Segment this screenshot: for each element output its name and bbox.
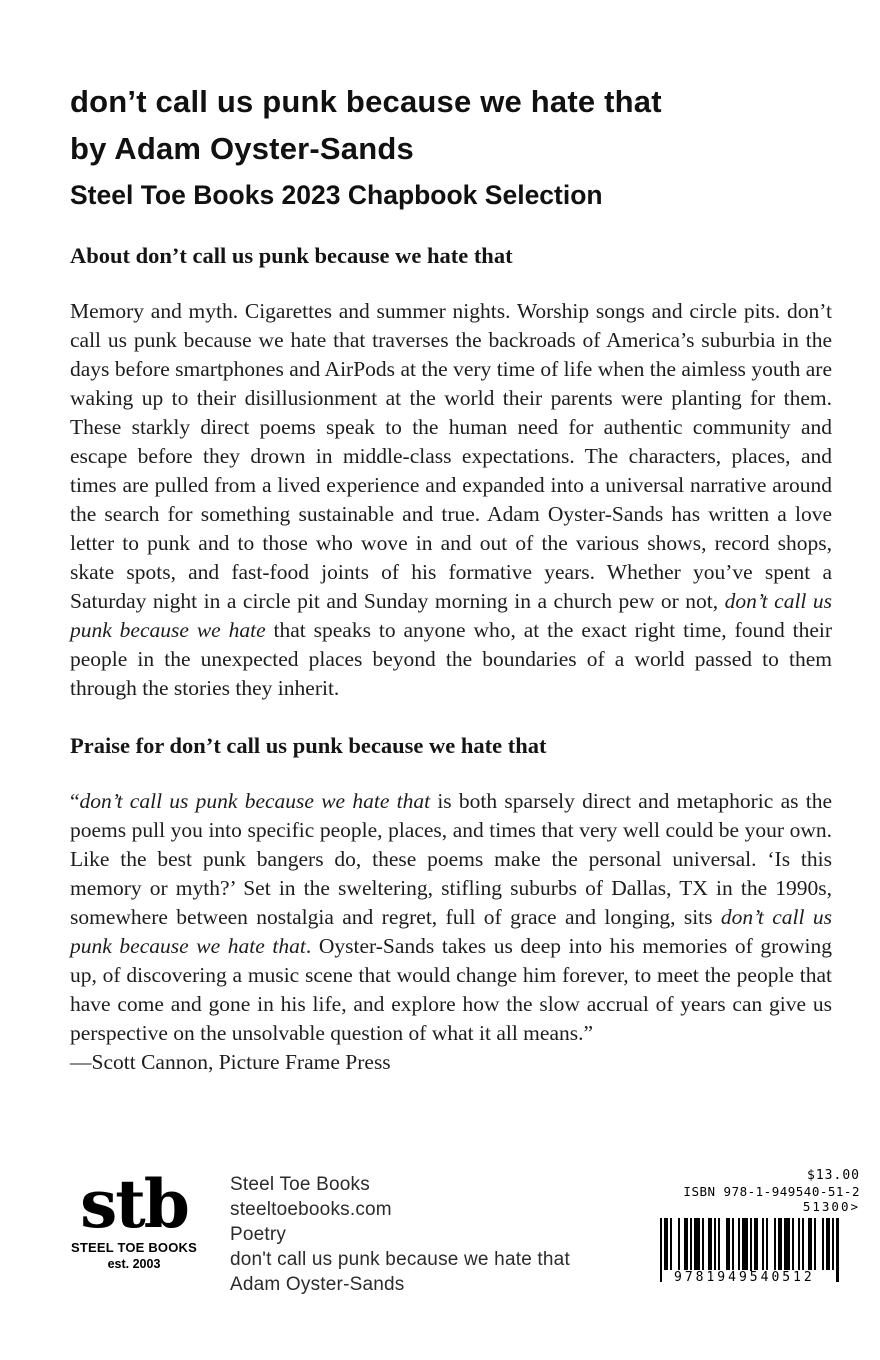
- stb-logo-mark: stb: [80, 1165, 188, 1244]
- book-title-line-1: don’t call us punk because we hate that: [70, 84, 662, 119]
- barcode: [652, 1169, 860, 1284]
- praise-heading: Praise for don’t call us punk because we hate that: [70, 732, 547, 758]
- barcode-bars: [660, 1218, 860, 1284]
- barcode-digits: 9781949540512: [670, 1271, 819, 1284]
- quote-text-1: is both sparsely direct and metaphoric as the poems pull you into specific people, places, and times that very well could be your own. Like the best punk bangers do, these poems make the personal universal. ‘Is this memory or myth?’ Set in the sweltering, stifling suburbs of Dallas, TX in the 1990s, somewhere between nostalgia and regret, full of grace and longing, sits: [70, 788, 832, 929]
- price-label: $13.00: [807, 1168, 860, 1184]
- quote-attribution: —Scott Cannon, Picture Frame Press: [70, 1050, 391, 1075]
- about-text-2: that speaks to anyone who, at the exact right time, found their people in the unexpected places beyond the boundaries of a world passed to them through the stories they inherit.: [70, 617, 833, 700]
- footer-book-title: don't call us punk because we hate that: [230, 1249, 570, 1271]
- publisher-website: steeltoebooks.com: [230, 1199, 392, 1221]
- about-text-1: Memory and myth. Cigarettes and summer nights. Worship songs and circle pits. don’t call us punk because we hate that traverses the backroads of America’s suburbia in the days before smartphones and AirPods at the very time of life when the aimless youth are waking up to their disillusionment at the world their parents were planting for them. These starkly direct poems speak to the human need for authentic community and escape before they drown in middle-class expectations. The characters, places, and times are pulled from a lived experience and expanded into a universal narrative around the search for something sustainable and true. Adam Oyster-Sands has written a love letter to punk and to those who wove in and out of the various shows, record shops, skate spots, and fast-food joints of his formative years. Whether you’ve spent a Saturday night in a circle pit and Sunday morning in a church pew or not,: [70, 298, 832, 613]
- quote-open: “: [70, 788, 80, 813]
- series-subtitle: Steel Toe Books 2023 Chapbook Selection: [70, 180, 603, 211]
- publisher-logo: [70, 1165, 198, 1271]
- footer-author-name: Adam Oyster-Sands: [230, 1274, 405, 1296]
- quote-text-2: . Oyster-Sands takes us deep into his memories of growing up, of discovering a music scene that would change him forever, to meet the people that have come and gone in his life, and explore how the slow accrual of years can give us perspective on the unsolvable question of what it all means.”: [70, 933, 833, 1045]
- publisher-name: Steel Toe Books: [230, 1174, 370, 1196]
- genre-label: Poetry: [230, 1224, 287, 1246]
- book-title-line-2: by Adam Oyster-Sands: [70, 131, 414, 167]
- quote-title-emphasis-1: don’t call us punk because we hate that: [79, 788, 431, 813]
- publisher-logo-name: STEEL TOE BOOKS: [70, 1240, 198, 1255]
- isbn-suffix: 51300>: [802, 1199, 860, 1215]
- about-paragraph: [70, 297, 832, 703]
- publisher-info: [198, 1169, 652, 1298]
- book-title: [70, 78, 832, 172]
- isbn-label: ISBN 978-1-949540-51-2: [683, 1184, 860, 1200]
- about-title-emphasis: don’t call us punk because we hate: [70, 588, 833, 642]
- about-heading: About don’t call us punk because we hate that: [70, 242, 513, 268]
- quote-title-emphasis-2: don’t call us punk because we hate that: [70, 904, 832, 958]
- back-cover-footer: [70, 1165, 860, 1298]
- praise-quote: [70, 787, 832, 1048]
- publisher-logo-est: est. 2003: [107, 1257, 161, 1271]
